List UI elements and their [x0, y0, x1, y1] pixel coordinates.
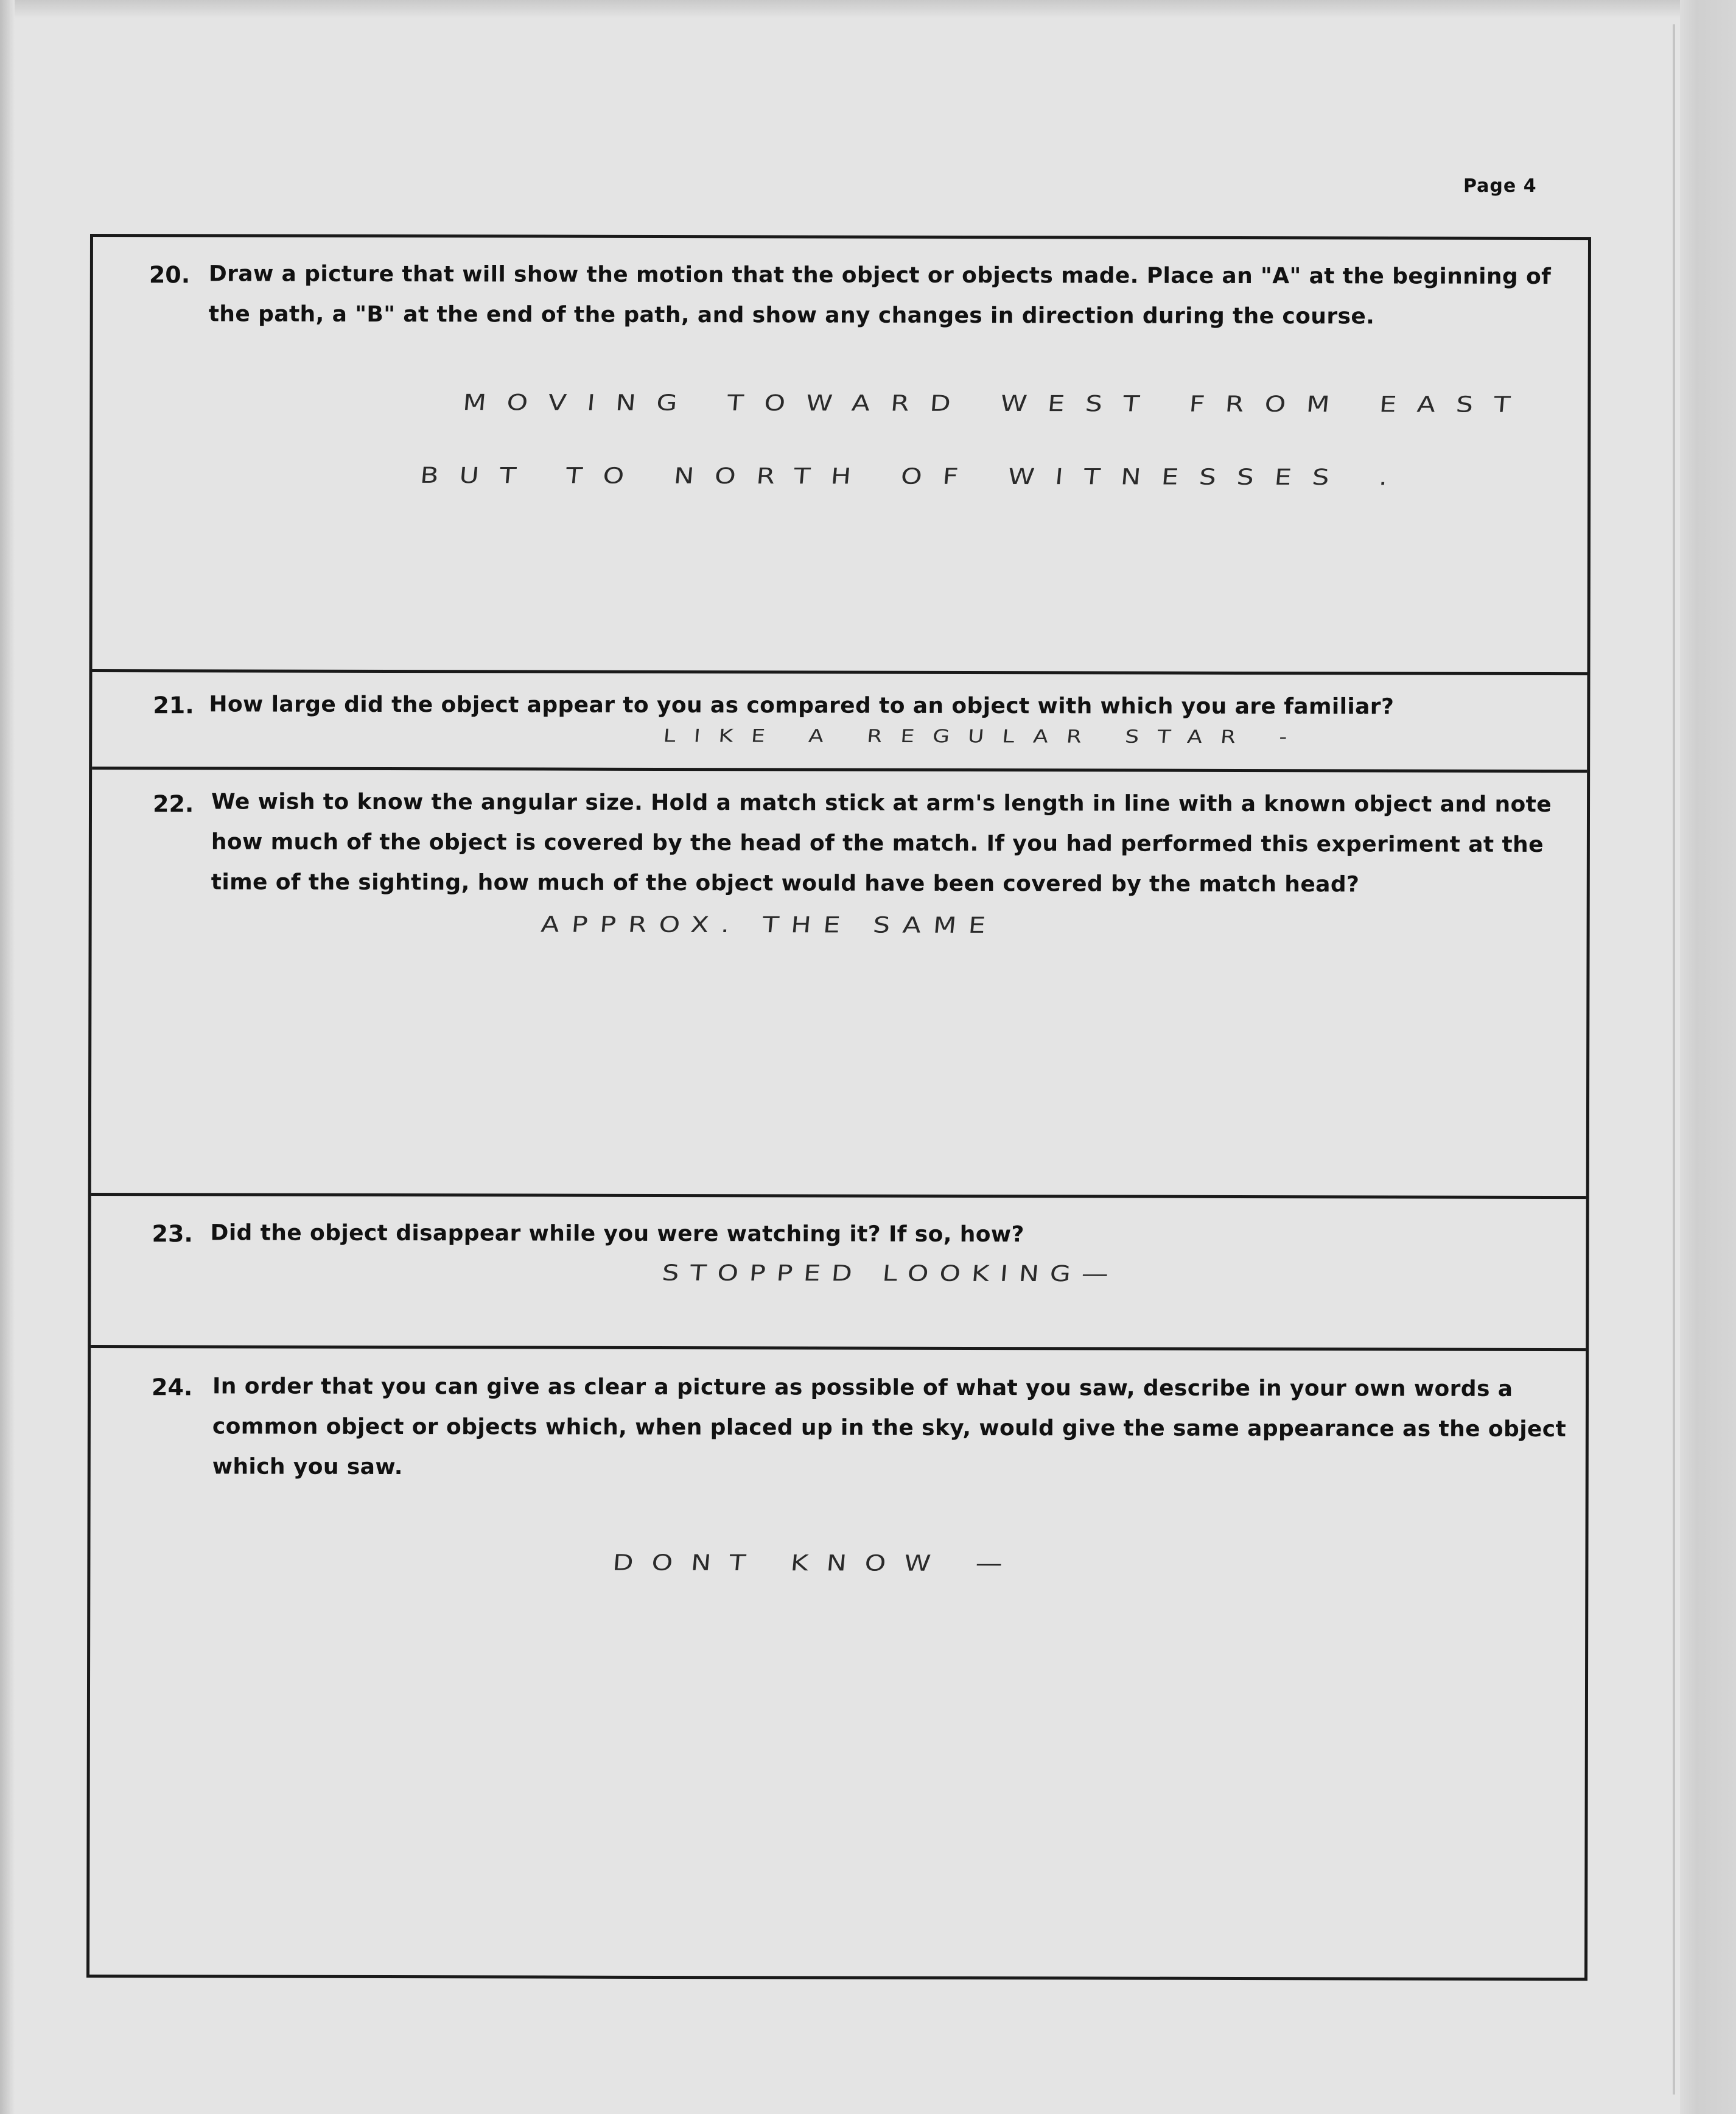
question-23-section	[91, 1193, 1586, 1348]
question-text: In order that you can give as clear a picture as possible of what you saw, describe in your own words a common object or objects which, when placed up in the sky, would give the same appearance as the object which you saw.	[212, 1374, 1567, 1480]
question-text: We wish to know the angular size. Hold a match stick at arm's length in line with a known object and note how much of the object is covered by the head of the match. If you had performed this experiment at the time of the sighting, how much of the object would have been covered by the match head?	[211, 789, 1552, 897]
question-number: 22.	[152, 790, 194, 818]
question-21-section	[92, 669, 1587, 770]
question-number: 23.	[152, 1220, 193, 1248]
scan-crease-line	[1673, 24, 1675, 2095]
question-number: 21.	[153, 692, 194, 719]
question-22-section	[91, 767, 1587, 1196]
question-text: Did the object disappear while you were watching it? If so, how?	[210, 1220, 1024, 1248]
scan-edge-right	[1680, 0, 1736, 2114]
question-text: Draw a picture that will show the motion that the object or objects made. Place an "A" at the beginning of the path, a "B" at the end of the path, and show any changes in direction during the course.	[208, 261, 1552, 329]
handwritten-answer: MOVING TOWARD WEST FROM EAST	[461, 390, 1532, 418]
handwritten-answer: APPROX. THE SAME	[540, 911, 999, 938]
scan-edge-left	[0, 0, 15, 2114]
questionnaire-form	[86, 234, 1591, 1981]
question-24-section	[89, 1345, 1586, 1981]
scan-edge-top	[0, 0, 1736, 18]
handwritten-answer: BUT TO NORTH OF WITNESSES .	[419, 463, 1410, 491]
question-number: 20.	[149, 261, 191, 289]
handwritten-answer: DONT KNOW —	[611, 1550, 1022, 1577]
handwritten-answer: STOPPED LOOKING—	[660, 1260, 1121, 1287]
question-number: 24.	[151, 1374, 193, 1401]
question-20-section	[93, 237, 1588, 672]
page-number: Page 4	[1463, 175, 1537, 197]
handwritten-answer: LIKE A REGULAR STAR -	[662, 725, 1306, 748]
question-text: How large did the object appear to you as compared to an object with which you are familiar?	[209, 692, 1395, 720]
